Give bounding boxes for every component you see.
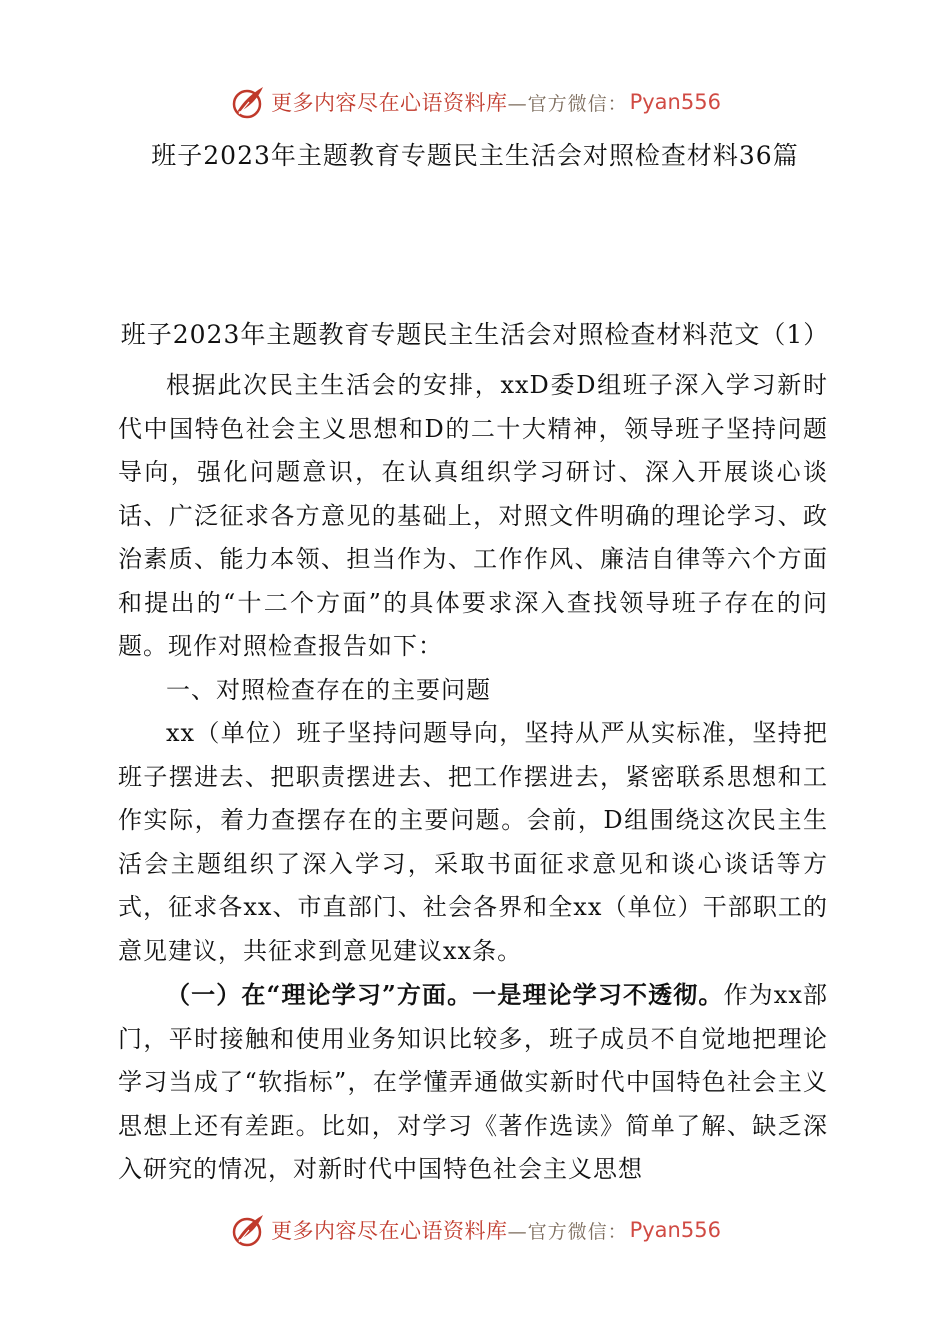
paragraph: 根据此次民主生活会的安排，xxD委D组班子深入学习新时代中国特色社会主义思想和D的二十大精神，领导班子坚持问题导向，强化问题意识，在认真组织学习研讨、深入开展谈心谈话、广泛征求各方意见的基础上，对照文件明确的理论学习、政治素质、能力本领、担当作为、工作作风、廉洁自律等六个方面和提出的“十二个方面”的具体要求深入查找领导班子存在的问题。现作对照检查报告如下：	[118, 371, 828, 660]
footer-watermark	[0, 1210, 950, 1250]
section-heading: 一、对照检查存在的主要问题	[166, 675, 491, 704]
quill-logo-icon	[229, 1210, 269, 1250]
document-body	[118, 364, 828, 1192]
watermark-wechat-id: Pyan556	[629, 1218, 721, 1242]
watermark-text: 更多内容尽在心语资料库	[271, 1219, 508, 1243]
subsection-heading: （一）在“理论学习”方面。	[166, 980, 473, 1009]
paragraph	[118, 973, 828, 1192]
watermark-text: 更多内容尽在心语资料库	[271, 91, 508, 115]
section-title: 班子2023年主题教育专题民主生活会对照检查材料范文（1）	[120, 320, 830, 349]
watermark-wechat-label: —官方微信：	[507, 1220, 628, 1243]
point-heading: 一是理论学习不透彻。	[472, 980, 724, 1009]
quill-logo-icon	[229, 82, 269, 122]
paragraph-text: 作为xx部门，平时接触和使用业务知识比较多，班子成员不自觉地把理论学习当成了“软指标”，在学懂弄通做实新时代中国特色社会主义思想上还有差距。比如，对学习《著作选读》简单了解、缺乏深入研究的情况，对新时代中国特色社会主义思想	[118, 981, 828, 1183]
document-title: 班子2023年主题教育专题民主生活会对照检查材料36篇	[151, 141, 799, 170]
watermark-wechat-label: —官方微信：	[507, 92, 628, 115]
header-watermark	[0, 82, 950, 122]
paragraph: xx（单位）班子坚持问题导向，坚持从严从实标准，坚持把班子摆进去、把职责摆进去、把工作摆进去，紧密联系思想和工作实际，着力查摆存在的主要问题。会前，D组围绕这次民主生活会主题组织了深入学习，采取书面征求意见和谈心谈话等方式，征求各xx、市直部门、社会各界和全xx（单位）干部职工的意见建议，共征求到意见建议xx条。	[118, 719, 828, 965]
watermark-wechat-id: Pyan556	[629, 90, 721, 114]
